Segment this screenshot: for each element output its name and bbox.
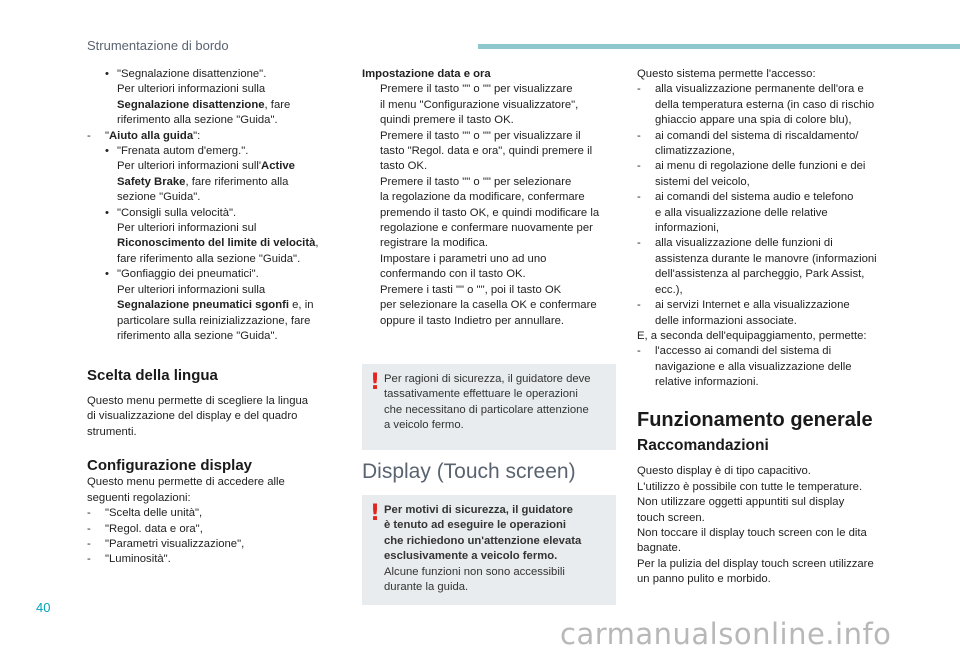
list-item: • "Gonfiaggio dei pneumatici". Per ulteriori informazioni sulla Segnalazione pneumatici sgonfi e, in particolare sulla reinizializzazione, fare riferimento alla sezione "Guida". — [105, 268, 314, 342]
list-item: - "Aiuto alla guida": — [87, 129, 201, 142]
arrow-right-icon — [362, 129, 380, 175]
step-item: Premere il tasto "" o "" per visualizzare il tasto "Regol. data e ora", quindi premere il tasto OK. — [362, 129, 618, 175]
list-item: • "Segnalazione disattenzione". Per ulteriori informazioni sulla Segnalazione disattenzione, fare riferimento alla sezione "Guida". — [105, 68, 291, 127]
list-item: - alla visualizzazione delle funzioni di assistenza durante le manovre (informazioni dell'assistenza al parcheggio, Park Assist, ecc.), — [637, 237, 877, 296]
warning-box-2: ! Per motivi di sicurezza, il guidatore è tenuto ad eseguire le operazioni che richiedono un'attenzione elevata esclusivamente a veicolo fermo. Alcune funzioni non sono accessibili durante la guida. — [362, 495, 616, 605]
list-item: - "Luminosità". — [87, 553, 171, 566]
column-1 — [87, 67, 339, 568]
arrow-right-icon — [362, 175, 380, 252]
warning-icon: ! — [370, 370, 381, 395]
list-item: - ai servizi Internet e alla visualizzazione delle informazioni associate. — [637, 299, 850, 327]
page-number: 40 — [36, 600, 51, 615]
lang-text: Questo menu permette di scegliere la lingua di visualizzazione del display e del quadro strumenti. — [87, 394, 309, 438]
step-item: Premere il tasto "" o "" per visualizzare il menu "Configurazione visualizzatore", quindi premere il tasto OK. — [362, 82, 618, 128]
list-item: - ai menu di regolazione delle funzioni e dei sistemi del veicolo, — [637, 160, 866, 188]
arrow-right-icon — [362, 283, 380, 329]
racc-heading: Raccomandazioni — [637, 436, 769, 454]
step-item: Premere il tasto "" o "" per selezionare la regolazione da modificare, confermare premendo il tasto OK, e quindi modificare la regolazione e confermare nuovamente per registrare la modifica. — [362, 175, 618, 252]
list-item: - ai comandi del sistema audio e telefono e alla visualizzazione delle relative informazioni, — [637, 191, 854, 235]
list-item: - l'accesso ai comandi del sistema di navigazione e alla visualizzazione delle relative informazioni. — [637, 345, 852, 389]
func-heading: Funzionamento generale — [637, 408, 873, 431]
date-time-heading: Impostazione data e ora — [362, 68, 491, 80]
list-item: • "Consigli sulla velocità". Per ulteriori informazioni sul Riconoscimento del limite di velocità, fare riferimento alla sezione "Guida". — [105, 206, 319, 265]
list-item: - ai comandi del sistema di riscaldamento/ climatizzazione, — [637, 129, 859, 158]
step-item: Premere i tasti "" o "", poi il tasto OK per selezionare la casella OK e confermare oppure il tasto Indietro per annullare. — [362, 283, 618, 329]
column-2 — [362, 67, 618, 329]
warning-icon: ! — [370, 501, 381, 526]
warning-box-1: ! Per ragioni di sicurezza, il guidatore deve tassativamente effettuare le operazioni che necessitano di particolare attenzione a veicolo fermo. — [362, 364, 616, 450]
config-heading: Configurazione display — [87, 456, 253, 474]
arrow-right-icon — [362, 82, 380, 128]
lang-heading: Scelta della lingua — [87, 367, 218, 385]
list-item: - alla visualizzazione permanente dell'ora e della temperatura esterna (in caso di rischio ghiaccio appare una spia di colore blu), — [637, 83, 875, 127]
watermark: carmanualsonline.info — [560, 617, 892, 651]
list-item: - "Scelta delle unità", — [87, 507, 203, 520]
arrow-right-icon — [362, 252, 380, 283]
config-text: Questo menu permette di accedere alle seguenti regolazioni: - "Scelta delle unità", - "Regol. data e ora", - "Parametri visualizzazione", - "Luminosità". — [87, 475, 339, 567]
list-item: - "Regol. data e ora", — [87, 522, 203, 535]
racc-text: Questo display è di tipo capacitivo. L'utilizzo è possibile con tutte le temperature. Non utilizzare oggetti appuntiti sul display touch screen. Non toccare il display touch screen con le dita bagnate. Per la pulizia del display touch screen utilizzare un panno pulito e morbido. — [637, 465, 874, 586]
column-3: Questo sistema permette l'accesso: - alla visualizzazione permanente dell'ora e della temperatura esterna (in caso di rischio ghiaccio appare una spia di colore blu), - ai comandi del sistema di riscaldamento/ climatizzazione, - ai menu di regolazione delle funzioni e dei sistemi del veicolo, - ai comandi del sistema audio e telefono e alla visualizzazione delle relative informazioni, - alla visualizzazione delle funzioni di assistenza durante le manovre (informazioni dell'assistenza al parcheggio, Park Assist, ecc.), - ai servizi Internet e alla visualizzazione delle informazioni associate. E, a seconda dell'equipaggiamento, permette: - l'accesso ai comandi del sistema di navigazione e alla visualizzazione delle relative informazioni. Funzionamento generale Raccomandazioni Questo display è di tipo capacitivo. L'utilizzo è possibile con tutte le temperature. Non utilizzare oggetti appuntiti sul display touch screen. Non toccare il display touch screen con le dita bagnate. Per la pulizia del display touch screen utilizzare un panno pulito e morbido. — [637, 67, 899, 588]
list-item: • "Frenata autom d'emerg.". Per ulteriori informazioni sull'Active Safety Brake, fare riferimento alla sezione "Guida". — [105, 145, 295, 204]
list-item: - "Parametri visualizzazione", — [87, 537, 245, 550]
section-title: Strumentazione di bordo — [87, 38, 229, 53]
header-bar — [478, 44, 960, 49]
display-heading: Display (Touch screen) — [362, 460, 576, 483]
step-item: Impostare i parametri uno ad uno confermando con il tasto OK. — [362, 252, 618, 283]
